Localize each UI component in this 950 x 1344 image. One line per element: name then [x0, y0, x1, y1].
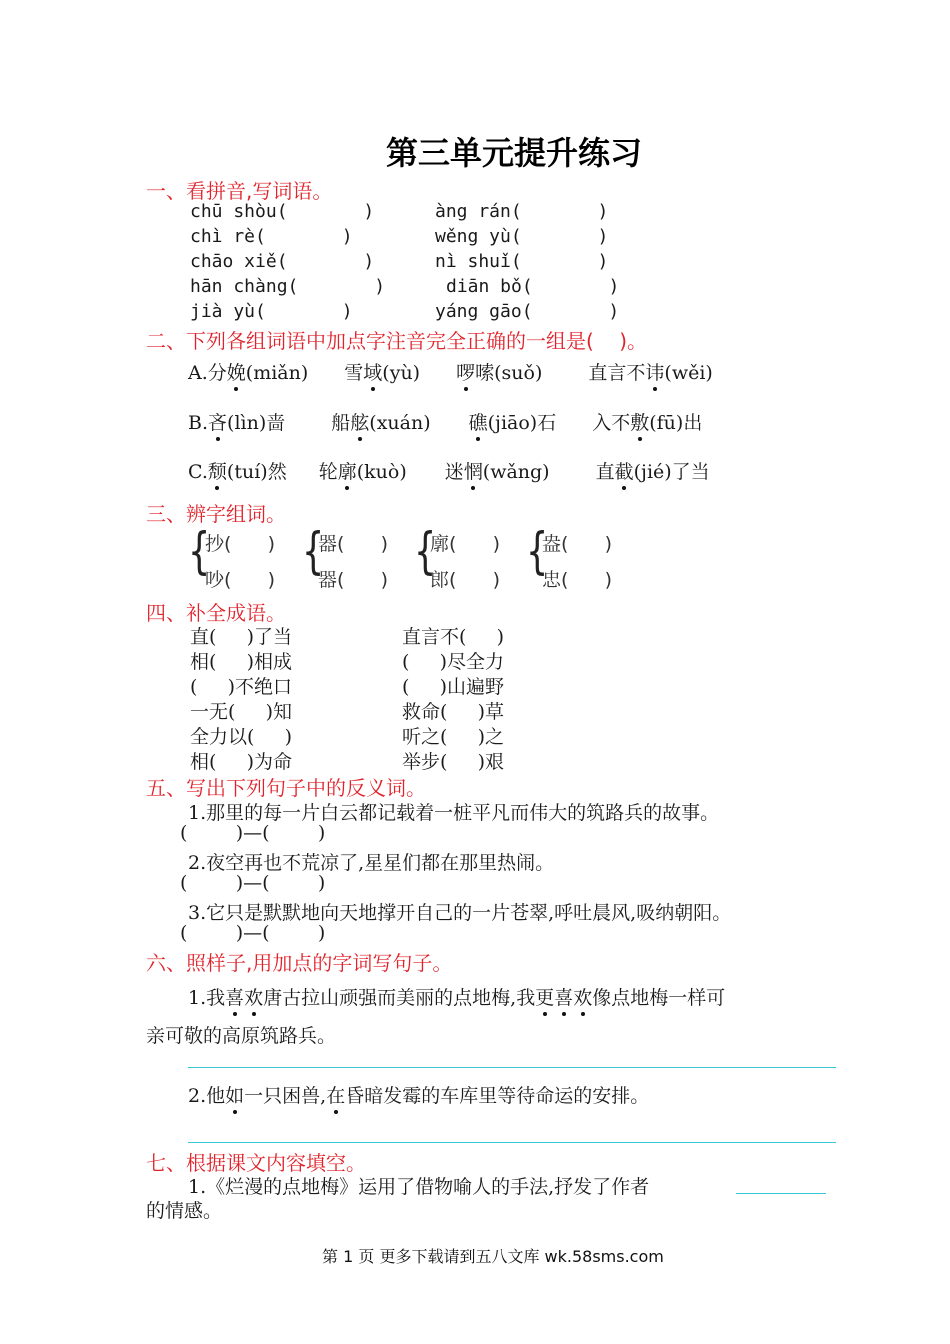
char-pair-item: 郎( ) [430, 569, 501, 591]
idiom-item: ( )尽全力 [402, 651, 505, 673]
pinyin-item: wěng yù( ) [435, 226, 609, 247]
idiom-item: 全力以( ) [190, 726, 293, 748]
idiom-item: 相( )相成 [190, 651, 293, 673]
pinyin-item: jià yù( ) [190, 301, 353, 322]
pinyin-item: chū shòu( ) [190, 201, 375, 222]
fill-in-item-end: 的情感。 [146, 1200, 223, 1222]
idiom-item: ( )山遍野 [402, 676, 505, 698]
idiom-item: 相( )为命 [190, 751, 293, 773]
idiom-item: 举步( )艰 [402, 751, 505, 773]
char-pair-item: 盎( ) [542, 533, 613, 555]
brace-icon: { [414, 522, 437, 580]
section-1-heading: 一、看拼音,写词语。 [146, 179, 333, 203]
char-pair-item: 忠( ) [542, 569, 613, 591]
sentence-item: 3.它只是默默地向天地撑开自己的一片苍翠,呼吐晨风,吸纳朝阳。 [188, 902, 732, 924]
answer-line[interactable] [188, 1142, 836, 1143]
sentence-item: 2.夜空再也不荒凉了,星星们都在那里热闹。 [188, 852, 555, 874]
idiom-item: 直( )了当 [190, 626, 293, 648]
page-footer: 第 1 页 更多下载请到五八文库 wk.58sms.com [322, 1247, 664, 1266]
section-2-heading: 二、下列各组词语中加点字注音完全正确的一组是( )。 [146, 329, 648, 353]
example-sentence-1: 1.我喜欢唐古拉山顽强而美丽的点地梅,我更喜欢像点地梅一样可 [188, 983, 725, 1010]
section-4-heading: 四、补全成语。 [146, 601, 286, 625]
char-pair-item: 抄( ) [205, 533, 276, 555]
section-6-heading: 六、照样子,用加点的字词写句子。 [146, 951, 453, 975]
answer-line[interactable] [188, 1067, 836, 1068]
char-pair-item: 器( ) [318, 569, 389, 591]
example-sentence-1-line2: 亲可敬的高原筑路兵。 [146, 1025, 337, 1047]
antonym-answer: ( )—( ) [180, 922, 326, 944]
section-7-heading: 七、根据课文内容填空。 [146, 1151, 366, 1175]
sentence-item: 1.那里的每一片白云都记载着一桩平凡而伟大的筑路兵的故事。 [188, 802, 720, 824]
option-c: C.颓(tuí)然 轮廓(kuò) 迷惘(wǎng) 直截(jié)了当 [188, 457, 710, 484]
idiom-item: 听之( )之 [402, 726, 505, 748]
pinyin-item: chì rè( ) [190, 226, 353, 247]
pinyin-item: diān bǒ( ) [446, 276, 620, 297]
pinyin-item: àng rán( ) [435, 201, 609, 222]
page-title: 第三单元提升练习 [386, 134, 643, 172]
pinyin-item: chāo xiě( ) [190, 251, 375, 272]
brace-icon: { [188, 522, 211, 580]
char-pair-item: 器( ) [318, 533, 389, 555]
fill-in-item: 1.《烂漫的点地梅》运用了借物喻人的手法,抒发了作者 [188, 1176, 650, 1198]
idiom-item: 救命( )草 [402, 701, 505, 723]
idiom-item: 直言不( ) [402, 626, 505, 648]
brace-icon: { [526, 522, 549, 580]
option-b: B.吝(lìn)啬 船舷(xuán) 礁(jiāo)石 入不敷(fū)出 [188, 408, 702, 435]
example-sentence-2: 2.他如一只困兽,在昏暗发霉的车库里等待命运的安排。 [188, 1081, 649, 1108]
brace-icon: { [302, 522, 325, 580]
section-3-heading: 三、辨字组词。 [146, 502, 286, 526]
pinyin-item: nì shuǐ( ) [435, 251, 609, 272]
idiom-item: ( )不绝口 [190, 676, 293, 698]
pinyin-item: yáng gāo( ) [435, 301, 620, 322]
antonym-answer: ( )—( ) [180, 872, 326, 894]
char-pair-item: 廓( ) [430, 533, 501, 555]
antonym-answer: ( )—( ) [180, 822, 326, 844]
idiom-item: 一无( )知 [190, 701, 293, 723]
fill-in-blank[interactable] [736, 1193, 826, 1194]
option-a: A.分娩(miǎn) 雪域(yù) 啰嗦(suǒ) 直言不讳(wěi) [188, 358, 713, 385]
char-pair-item: 吵( ) [205, 569, 276, 591]
pinyin-item: hān chàng( ) [190, 276, 386, 297]
section-5-heading: 五、写出下列句子中的反义词。 [146, 776, 426, 800]
